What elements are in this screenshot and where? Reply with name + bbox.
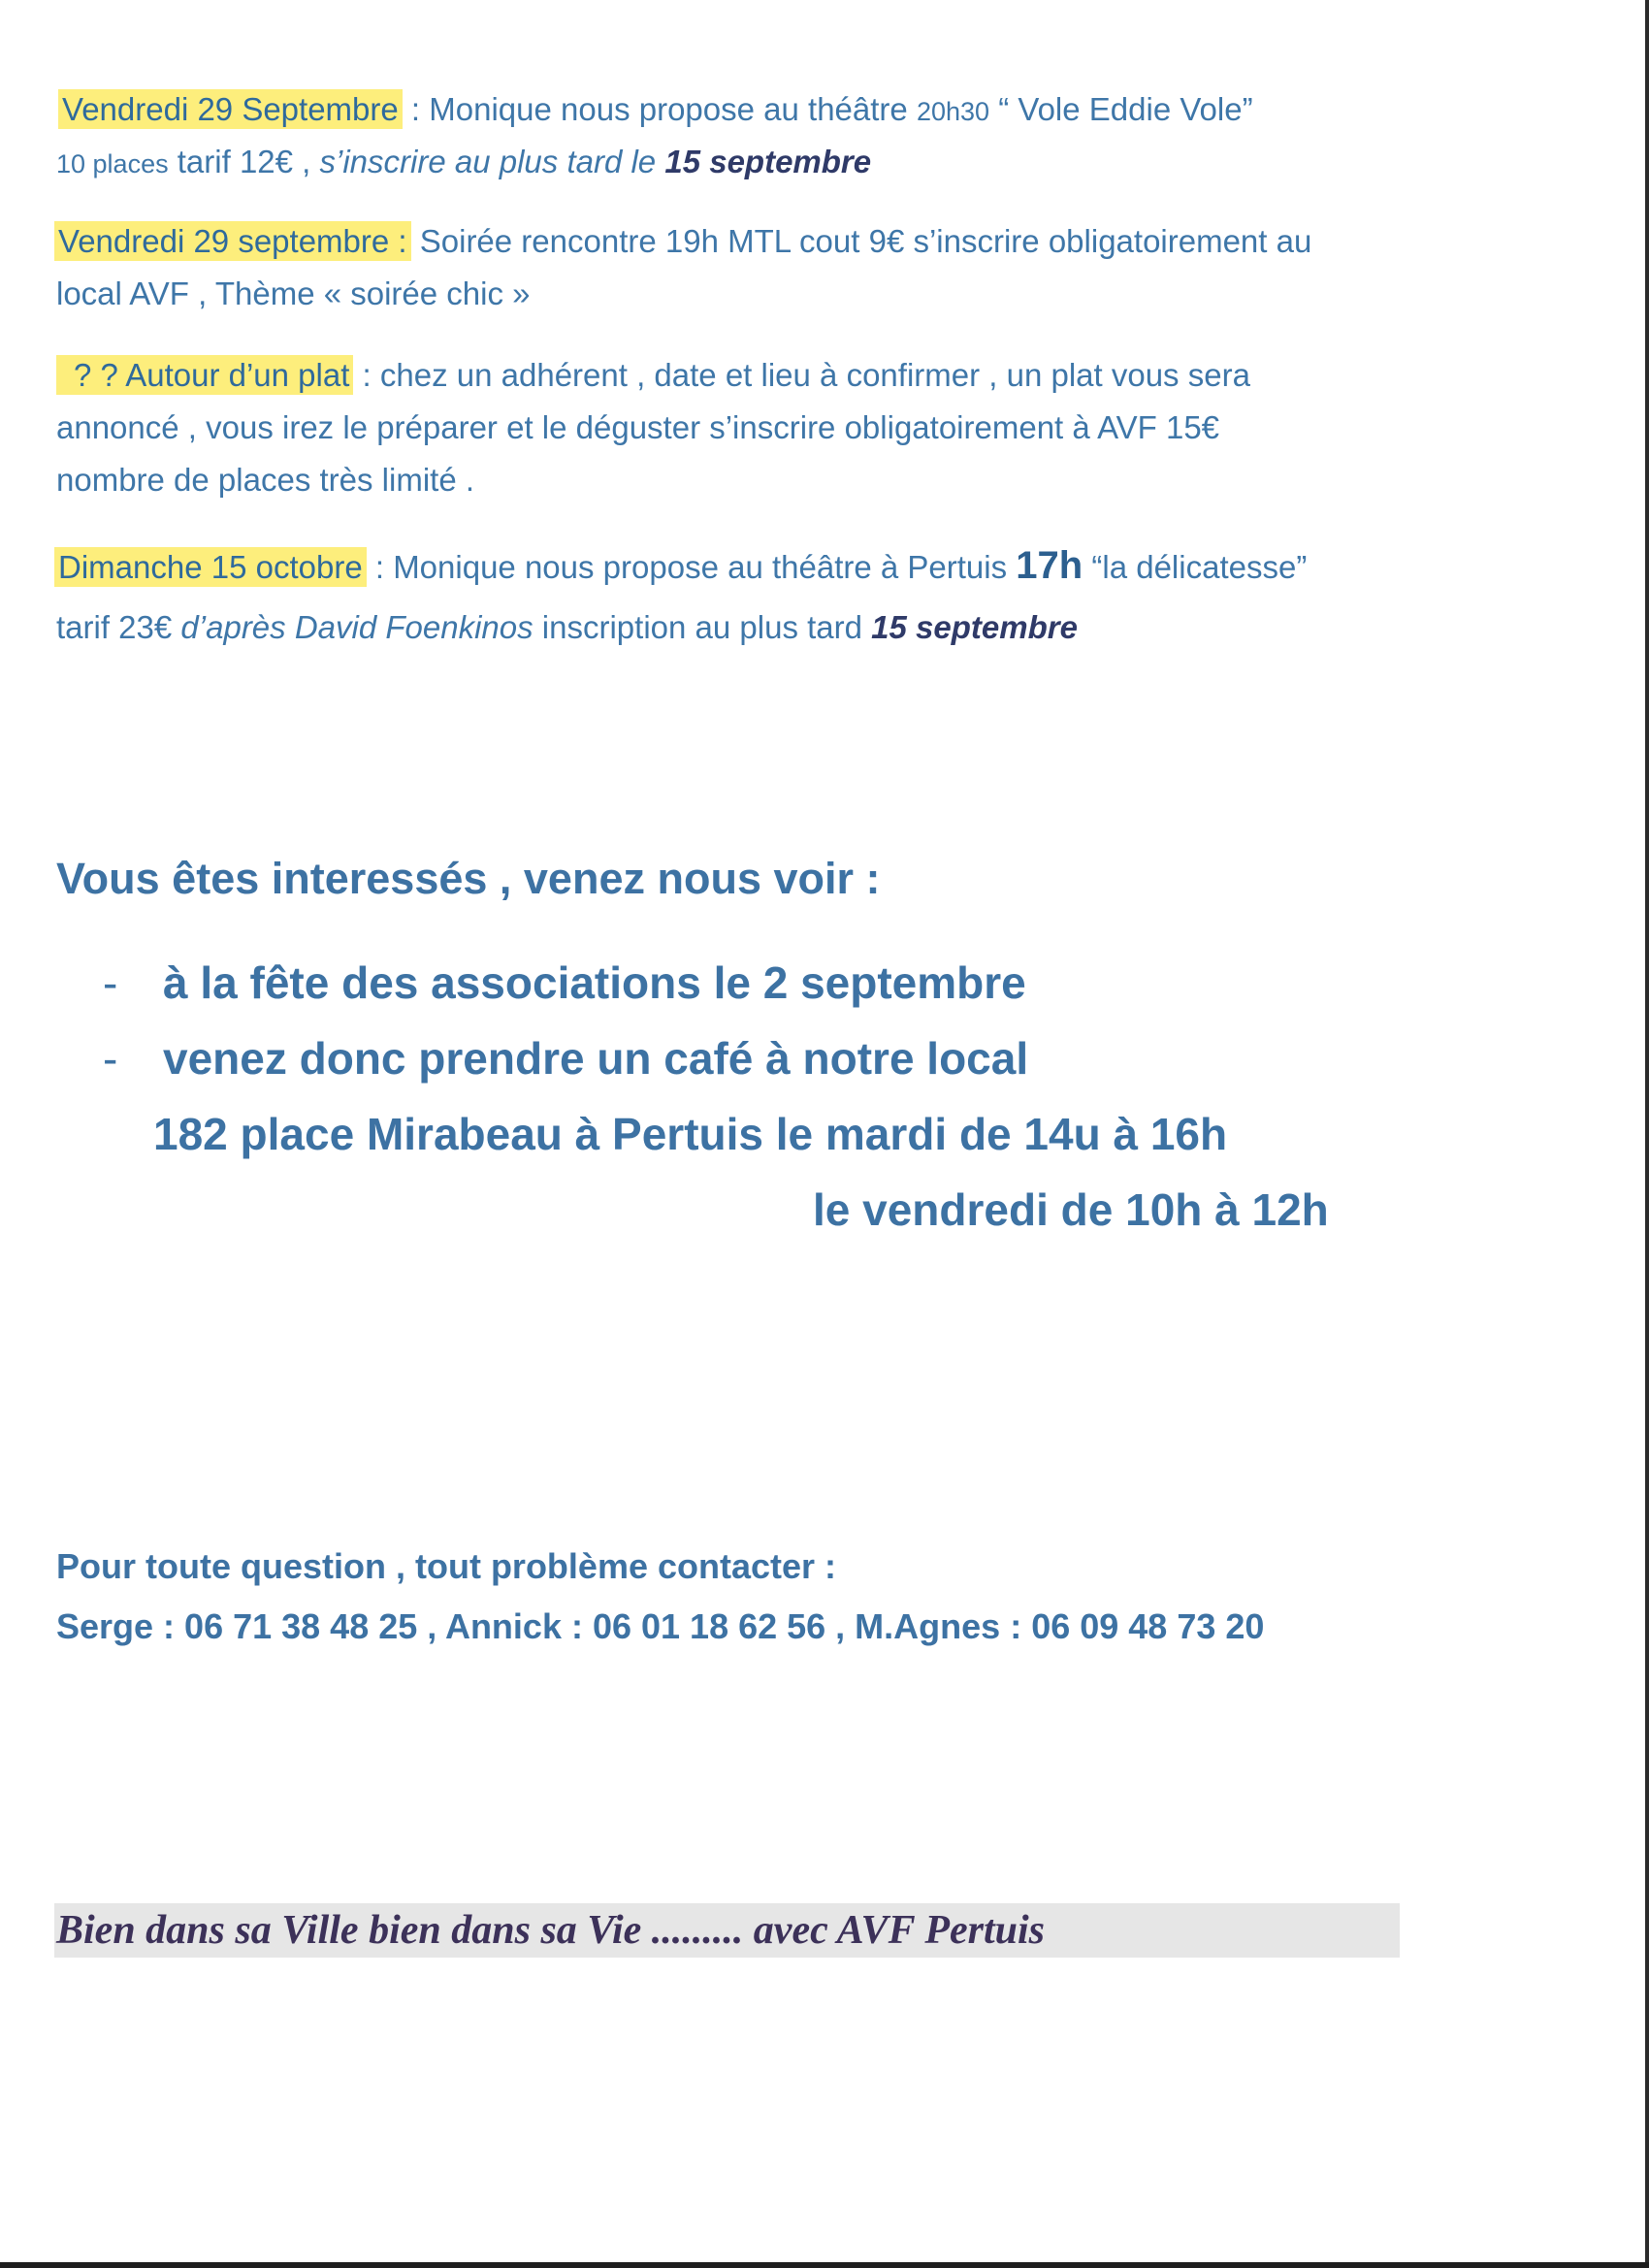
event-3-line-1 — [56, 355, 1250, 396]
event-3-text-3: nombre de places très limité . — [56, 462, 475, 498]
scan-edge — [0, 2262, 1649, 2268]
event-4-title: “la délicatesse” — [1083, 549, 1308, 585]
event-4-date: Dimanche 15 octobre — [54, 547, 367, 587]
bullet-dash: - — [103, 957, 118, 1008]
event-2-line-1 — [54, 221, 1311, 262]
event-2-text-2: local AVF , Thème « soirée chic » — [56, 275, 531, 311]
event-4-deadline: 15 septembre — [871, 609, 1078, 645]
event-2-line-2 — [56, 274, 531, 314]
invite-bullet-2 — [103, 1030, 1028, 1086]
invite-bullet-2-text: venez donc prendre un café à notre local — [163, 1033, 1029, 1084]
invite-bullet-1 — [103, 955, 1026, 1011]
event-4-line-2 — [56, 607, 1078, 648]
contact-phones: Serge : 06 71 38 48 25 , Annick : 06 01 18 62 56 , M.Agnes : 06 09 48 73 20 — [56, 1606, 1265, 1646]
event-3-line-3 — [56, 460, 474, 501]
event-1-line-1 — [58, 89, 1253, 132]
event-1-deadline: 15 septembre — [664, 144, 872, 179]
event-4-tarif: tarif 23€ — [56, 609, 181, 645]
scan-edge — [1645, 0, 1649, 2268]
event-1-registration: s’inscrire au plus tard le — [319, 144, 665, 179]
event-1-time: 20h30 — [916, 97, 990, 126]
event-1-line-2 — [56, 142, 871, 184]
event-3-line-2 — [56, 407, 1219, 448]
event-3-text-2: annoncé , vous irez le préparer et le déguster s’inscrire obligatoirement à AVF 15€ — [56, 409, 1220, 445]
event-4-text: : Monique nous propose au théâtre à Pertuis — [366, 549, 1017, 585]
invite-bullet-1-text: à la fête des associations le 2 septembre — [163, 957, 1026, 1008]
event-2-date: Vendredi 29 septembre : — [54, 221, 411, 261]
event-2-text: Soirée rencontre 19h MTL cout 9€ s’inscrire obligatoirement au — [410, 223, 1312, 259]
event-4-time: 17h — [1016, 544, 1083, 587]
event-1-text: : Monique nous propose au théâtre — [402, 91, 917, 127]
event-4-registration: inscription au plus tard — [533, 609, 872, 645]
slogan: Bien dans sa Ville bien dans sa Vie ......... avec AVF Pertuis — [54, 1903, 1400, 1958]
invite-heading: Vous êtes interessés , venez nous voir : — [56, 854, 881, 903]
event-4-author: d’après David Foenkinos — [180, 609, 534, 645]
invite-address: 182 place Mirabeau à Pertuis le mardi de 14u à 16h — [153, 1109, 1228, 1159]
event-1-places: 10 places — [56, 149, 169, 178]
bullet-dash: - — [103, 1033, 118, 1084]
event-1-tarif: tarif 12€ , — [168, 144, 320, 179]
event-4-line-1 — [54, 545, 1307, 588]
invite-hours-2: le vendredi de 10h à 12h — [813, 1184, 1329, 1235]
event-3-title: ? ? Autour d’un plat — [56, 355, 353, 395]
event-1-title: “ Vole Eddie Vole” — [989, 91, 1253, 127]
contact-intro: Pour toute question , tout problème contacter : — [56, 1546, 837, 1586]
event-3-text: : chez un adhérent , date et lieu à confirmer , un plat vous sera — [353, 357, 1250, 393]
event-1-date: Vendredi 29 Septembre — [58, 89, 403, 129]
